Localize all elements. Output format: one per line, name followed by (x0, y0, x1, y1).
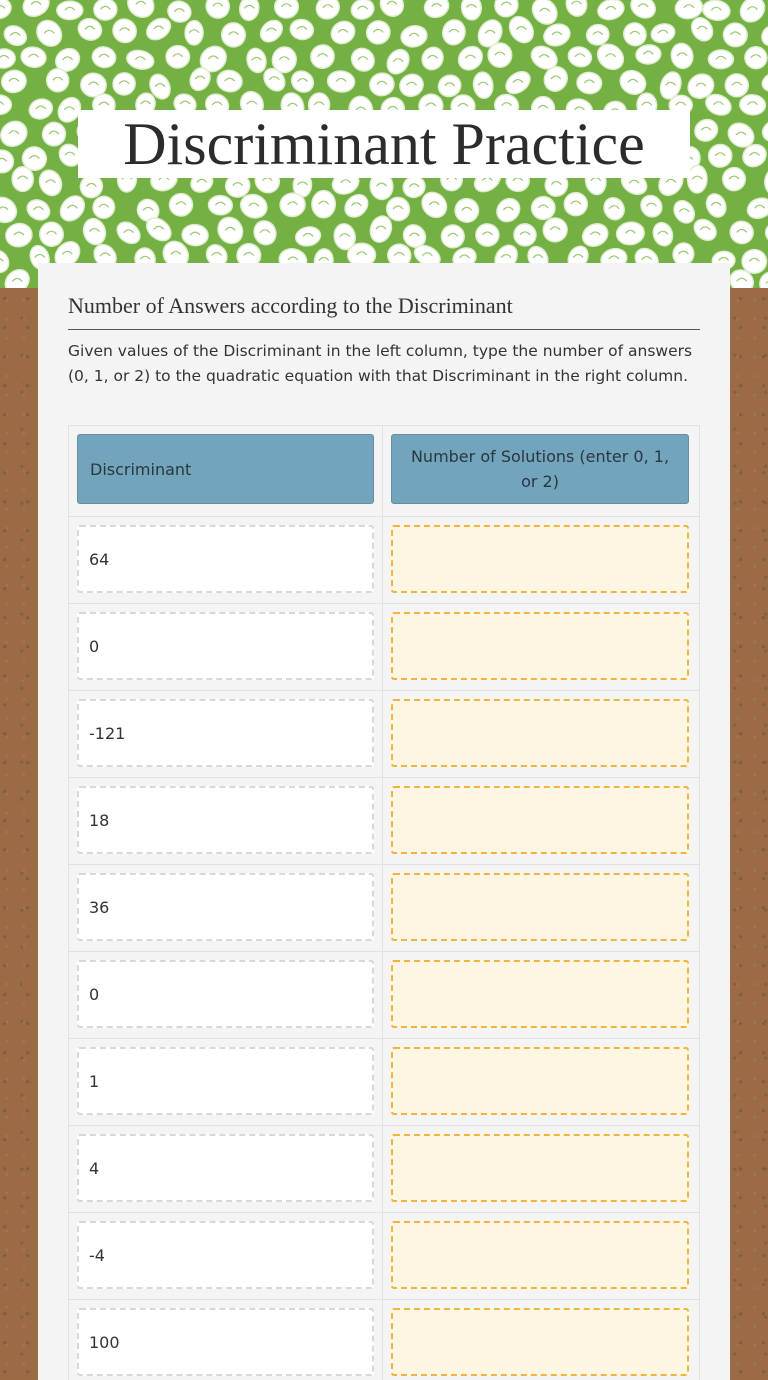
discriminant-value: 1 (77, 1047, 374, 1115)
table-row (69, 778, 699, 865)
discriminant-cell (69, 1300, 383, 1380)
polka-dot (251, 218, 280, 248)
header-banner (0, 0, 768, 288)
polka-dot (274, 0, 299, 19)
polka-dot (0, 48, 16, 69)
polka-dot (36, 167, 66, 199)
polka-dot (635, 44, 662, 65)
polka-dot (108, 14, 141, 47)
polka-dot (362, 17, 394, 49)
polka-dot (691, 115, 722, 145)
polka-dot (764, 167, 768, 196)
table-row (69, 1213, 699, 1300)
polka-dot (24, 196, 54, 224)
polka-dot (739, 94, 766, 116)
section-title: Number of Answers according to the Discriminant (68, 293, 700, 330)
polka-dot (727, 218, 756, 247)
polka-dot (650, 220, 675, 248)
polka-dot (219, 21, 247, 49)
polka-dot (505, 12, 538, 47)
polka-dot (91, 45, 118, 69)
polka-dot (38, 220, 66, 248)
polka-dot (492, 194, 524, 226)
discriminant-cell (69, 1126, 383, 1212)
discriminant-value: 64 (77, 525, 374, 593)
polka-dot (566, 44, 594, 70)
polka-dot (41, 120, 68, 147)
polka-dot (245, 46, 269, 74)
page-title: Discriminant Practice (123, 111, 645, 177)
polka-dot (213, 213, 247, 248)
discriminant-cell (69, 865, 383, 951)
answer-cell (383, 1300, 697, 1380)
polka-dot (215, 68, 243, 93)
polka-dot (143, 14, 175, 44)
polka-dot (0, 246, 13, 276)
polka-dot (472, 71, 495, 100)
polka-dot (0, 95, 12, 115)
polka-dot (208, 195, 233, 215)
polka-dot (703, 191, 729, 220)
polka-dot (27, 96, 55, 122)
polka-dot (0, 148, 15, 174)
discriminant-value: -4 (77, 1221, 374, 1289)
polka-dot (488, 43, 512, 68)
polka-dot (93, 0, 118, 21)
polka-dot (761, 118, 768, 145)
polka-dot (113, 218, 144, 248)
polka-dot (576, 71, 603, 95)
polka-dot (289, 18, 316, 42)
table-row (69, 691, 699, 778)
answer-input[interactable] (391, 1221, 689, 1289)
discriminant-value: 4 (77, 1134, 374, 1202)
polka-dot (585, 23, 611, 47)
table-row (69, 1300, 699, 1380)
polka-dot (637, 191, 666, 221)
polka-dot (0, 0, 14, 21)
polka-dot (12, 167, 33, 192)
polka-dot (32, 16, 67, 51)
polka-dot (306, 40, 339, 73)
answer-input[interactable] (391, 873, 689, 941)
discriminant-value: 0 (77, 612, 374, 680)
polka-dot (596, 0, 627, 23)
polka-dot (125, 48, 156, 72)
polka-dot (368, 71, 397, 98)
polka-dot (57, 1, 83, 20)
column-header-solutions: Number of Solutions (enter 0, 1, or 2) (391, 434, 689, 504)
discriminant-value: 100 (77, 1308, 374, 1376)
polka-dot (541, 21, 573, 50)
polka-dot (185, 20, 204, 45)
answer-input[interactable] (391, 1047, 689, 1115)
polka-dot (649, 21, 677, 45)
table-row (69, 517, 699, 604)
answer-cell (383, 691, 697, 777)
polka-dot (741, 42, 768, 73)
polka-dot (722, 167, 745, 191)
answer-cell (383, 1039, 697, 1125)
polka-dot (166, 45, 191, 69)
column-header-discriminant: Discriminant (77, 434, 374, 504)
polka-dot (461, 0, 483, 21)
polka-dot (238, 0, 260, 22)
polka-dot (80, 216, 108, 248)
answer-input[interactable] (391, 786, 689, 854)
polka-dot (1, 22, 30, 49)
polka-dot (687, 165, 707, 193)
polka-dot (0, 116, 32, 151)
answer-cell (383, 952, 697, 1038)
polka-dot (509, 219, 540, 250)
polka-dot (376, 0, 408, 21)
polka-dot (707, 143, 734, 169)
polka-dot (181, 224, 209, 247)
polka-dot (108, 68, 139, 99)
polka-dot (399, 23, 429, 49)
header-cell-discriminant (69, 426, 383, 516)
polka-dot (600, 194, 627, 223)
polka-dot (742, 249, 767, 273)
polka-dot (341, 190, 373, 221)
polka-dot (19, 0, 54, 21)
answer-cell (383, 1213, 697, 1299)
answer-input[interactable] (391, 612, 689, 680)
polka-dot (736, 0, 768, 27)
polka-dot (349, 0, 377, 22)
discriminant-value: -121 (77, 699, 374, 767)
answer-cell (383, 604, 697, 690)
table-row (69, 952, 699, 1039)
table-row (69, 1039, 699, 1126)
polka-dot (0, 68, 28, 95)
discriminant-value: 0 (77, 960, 374, 1028)
polka-dot (19, 45, 47, 69)
answer-input[interactable] (391, 960, 689, 1028)
polka-dot (758, 21, 768, 50)
polka-dot (454, 42, 487, 75)
table-row (69, 1126, 699, 1213)
polka-dot (760, 69, 768, 95)
polka-dot (312, 0, 344, 23)
discriminant-cell (69, 517, 383, 603)
answer-table (68, 425, 700, 1380)
polka-dot (4, 221, 34, 249)
polka-dot (396, 71, 427, 101)
answer-input[interactable] (391, 525, 689, 593)
polka-dot (418, 44, 447, 74)
discriminant-cell (69, 691, 383, 777)
polka-dot (531, 196, 556, 220)
polka-dot (670, 197, 699, 227)
instructions-text: Given values of the Discriminant in the left column, type the number of answers (0, 1, or 2) to the quadratic equation with that Discriminant in the right column. (68, 342, 693, 385)
worksheet-panel (38, 263, 730, 1380)
header-cell-solutions (383, 426, 697, 516)
answer-cell (383, 865, 697, 951)
table-row (69, 604, 699, 691)
polka-dot (383, 46, 413, 78)
answer-input[interactable] (391, 1134, 689, 1202)
discriminant-value: 18 (77, 786, 374, 854)
polka-dot (452, 195, 482, 225)
polka-dot (294, 225, 322, 248)
polka-dot (719, 18, 752, 51)
discriminant-cell (69, 778, 383, 864)
polka-dot (502, 67, 534, 98)
title-box (78, 110, 690, 178)
polka-dot (690, 215, 720, 244)
discriminant-cell (69, 952, 383, 1038)
polka-dot (762, 220, 768, 248)
polka-dot (669, 41, 695, 70)
polka-dot (579, 220, 612, 251)
polka-dot (287, 67, 317, 97)
polka-dot (615, 220, 645, 246)
table-header-row (69, 426, 699, 517)
table-row (69, 865, 699, 952)
polka-dot (475, 223, 500, 247)
polka-dot (708, 50, 733, 69)
discriminant-cell (69, 1039, 383, 1125)
answer-cell (383, 1126, 697, 1212)
polka-dot (56, 191, 90, 225)
polka-dot (0, 192, 21, 227)
polka-dot (46, 68, 69, 92)
discriminant-cell (69, 604, 383, 690)
polka-dot (169, 193, 193, 216)
answer-input[interactable] (391, 1308, 689, 1376)
discriminant-value: 36 (77, 873, 374, 941)
polka-dot (327, 70, 356, 94)
polka-dot (564, 0, 589, 18)
discriminant-cell (69, 1213, 383, 1299)
polka-dot (256, 16, 286, 46)
polka-dot (347, 44, 379, 76)
answer-cell (383, 778, 697, 864)
polka-dot (327, 17, 359, 48)
answer-input[interactable] (391, 699, 689, 767)
polka-dot (312, 190, 336, 218)
answer-cell (383, 517, 697, 603)
polka-dot (440, 18, 467, 47)
